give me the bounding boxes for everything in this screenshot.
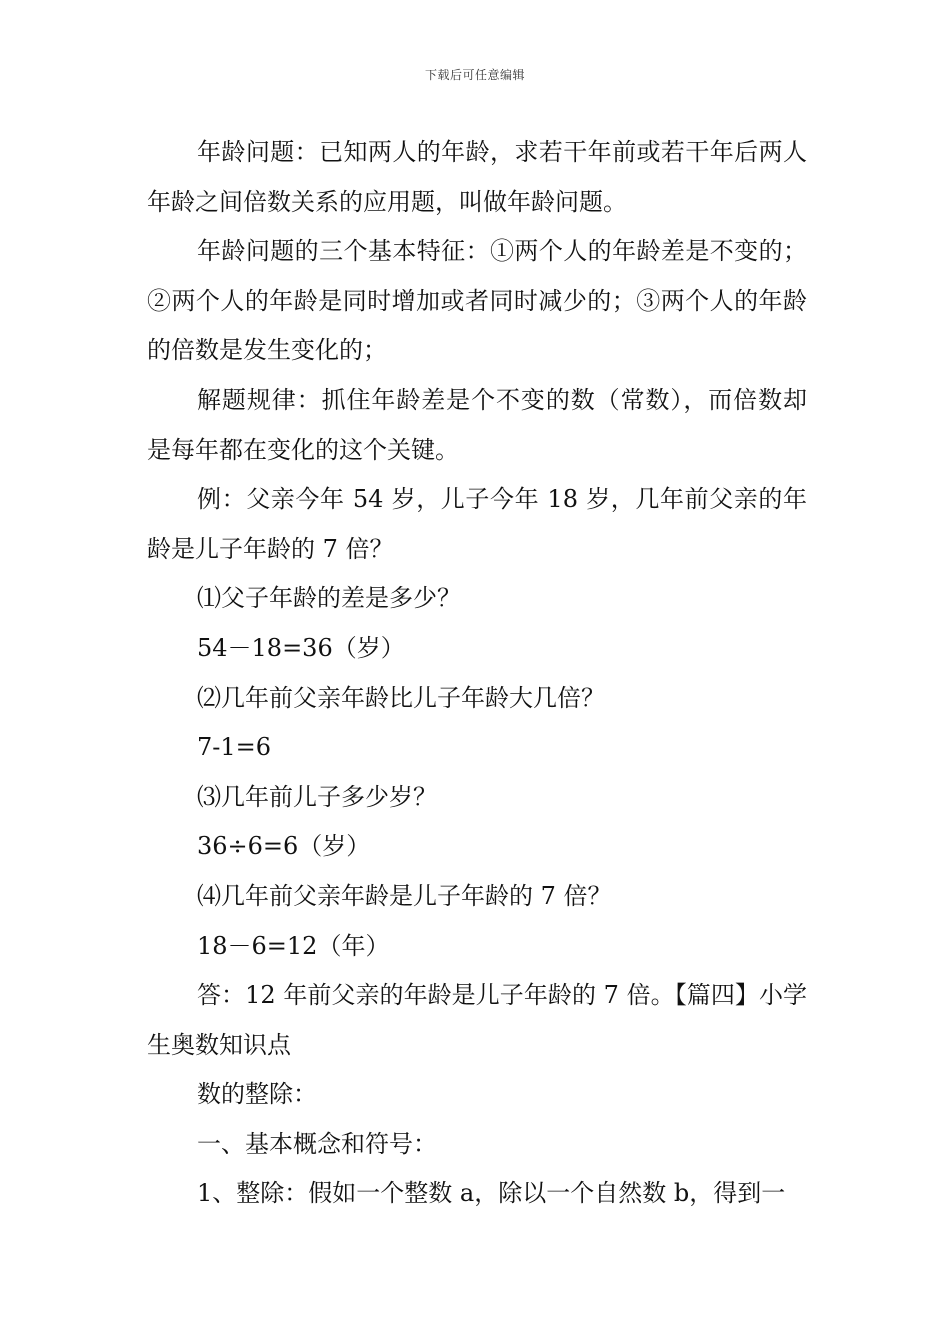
step4-answer: 18－6=12（年） bbox=[197, 931, 390, 960]
page-header: 下载后可任意编辑 bbox=[424, 68, 525, 82]
step3-question: ⑶几年前儿子多少岁？ bbox=[197, 782, 437, 811]
step1-question: ⑴父子年龄的差是多少？ bbox=[197, 584, 461, 613]
example-paragraph: 例：父亲今年 54 岁，儿子今年 18 岁，几年前父亲的年龄是儿子年龄的 7 倍？ bbox=[147, 485, 807, 563]
step2-answer: 7-1=6 bbox=[197, 733, 272, 762]
document-body bbox=[147, 128, 807, 1219]
step2-question: ⑵几年前父亲年龄比儿子年龄大几倍？ bbox=[197, 683, 605, 712]
features-paragraph: 年龄问题的三个基本特征：①两个人的年龄差是不变的；②两个人的年龄是同时增加或者同时减少的；③两个人的年龄的倍数是发生变化的； bbox=[147, 237, 807, 365]
step1-answer: 54－18=36（岁） bbox=[197, 633, 405, 662]
section-divisibility-heading: 数的整除： bbox=[197, 1080, 317, 1109]
item1-paragraph: 1、整除：假如一个整数 a，除以一个自然数 b，得到一 bbox=[197, 1179, 786, 1208]
intro-definition-paragraph: 年龄问题：已知两人的年龄，求若干年前或若干年后两人年龄之间倍数关系的应用题，叫做年龄问题。 bbox=[147, 138, 807, 216]
subsection-basic-heading: 一、基本概念和符号： bbox=[197, 1129, 437, 1158]
step4-question: ⑷几年前父亲年龄是儿子年龄的 7 倍？ bbox=[197, 881, 612, 910]
final-answer-paragraph: 答：12 年前父亲的年龄是儿子年龄的 7 倍。【篇四】小学生奥数知识点 bbox=[147, 981, 807, 1059]
rule-paragraph: 解题规律：抓住年龄差是个不变的数（常数），而倍数却是每年都在变化的这个关键。 bbox=[147, 385, 807, 464]
step3-answer: 36÷6=6（岁） bbox=[197, 832, 371, 861]
